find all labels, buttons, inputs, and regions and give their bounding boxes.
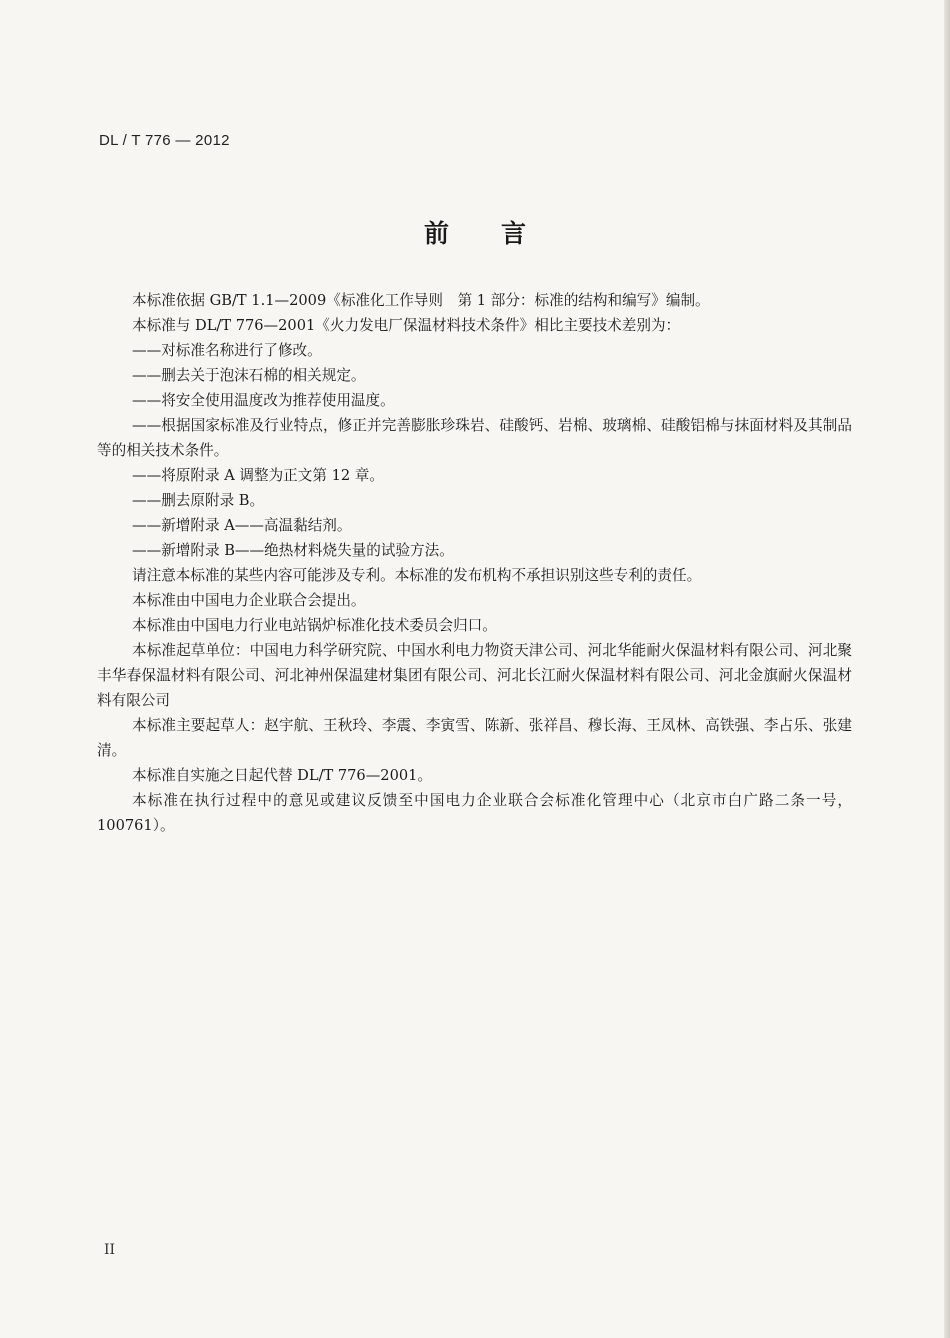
page-title: 前言 (423, 219, 578, 248)
paragraph: 本标准自实施之日起代替 DL/T 776—2001。 (132, 767, 433, 784)
document-code: DL / T 776 — 2012 (99, 132, 230, 149)
paragraph: 本标准由中国电力企业联合会提出。 (132, 592, 366, 609)
paragraph: 本标准由中国电力行业电站锅炉标准化技术委员会归口。 (132, 617, 497, 634)
paragraph: 本标准起草单位：中国电力科学研究院、中国水利电力物资天津公司、河北华能耐火保温材料有限公司、河北聚丰华春保温材料有限公司、河北神州保温建材集团有限公司、河北长江耐火保温材料有限公司、河北金旗耐火保温材料有限公司 (97, 642, 852, 709)
list-item: ——将安全使用温度改为推荐使用温度。 (132, 392, 395, 409)
list-item: ——删去原附录 B。 (132, 492, 265, 509)
list-item: ——对标准名称进行了修改。 (132, 342, 322, 359)
paragraph: 请注意本标准的某些内容可能涉及专利。本标准的发布机构不承担识别这些专利的责任。 (132, 567, 702, 584)
list-item: ——删去关于泡沫石棉的相关规定。 (132, 367, 366, 384)
list-item: ——新增附录 B——绝热材料烧失量的试验方法。 (132, 542, 454, 559)
list-item: ——新增附录 A——高温黏结剂。 (132, 517, 352, 534)
foreword-body (97, 288, 852, 838)
list-item: ——根据国家标准及行业特点，修正并完善膨胀珍珠岩、硅酸钙、岩棉、玻璃棉、硅酸铝棉与抹面材料及其制品等的相关技术条件。 (97, 417, 852, 459)
paragraph: 本标准依据 GB/T 1.1—2009《标准化工作导则 第 1 部分：标准的结构和编写》编制。 (132, 292, 710, 309)
list-item: ——将原附录 A 调整为正文第 12 章。 (132, 467, 384, 484)
paragraph: 本标准在执行过程中的意见或建议反馈至中国电力企业联合会标准化管理中心（北京市白广路二条一号，100761）。 (97, 792, 852, 834)
paragraph: 本标准主要起草人：赵宇航、王秋玲、李震、李寅雪、陈新、张祥昌、穆长海、王凤林、高铁强、李占乐、张建清。 (97, 717, 852, 759)
paragraph: 本标准与 DL/T 776—2001《火力发电厂保温材料技术条件》相比主要技术差别为： (132, 317, 681, 334)
page-number: II (104, 1242, 116, 1258)
page-edge (944, 0, 950, 1338)
